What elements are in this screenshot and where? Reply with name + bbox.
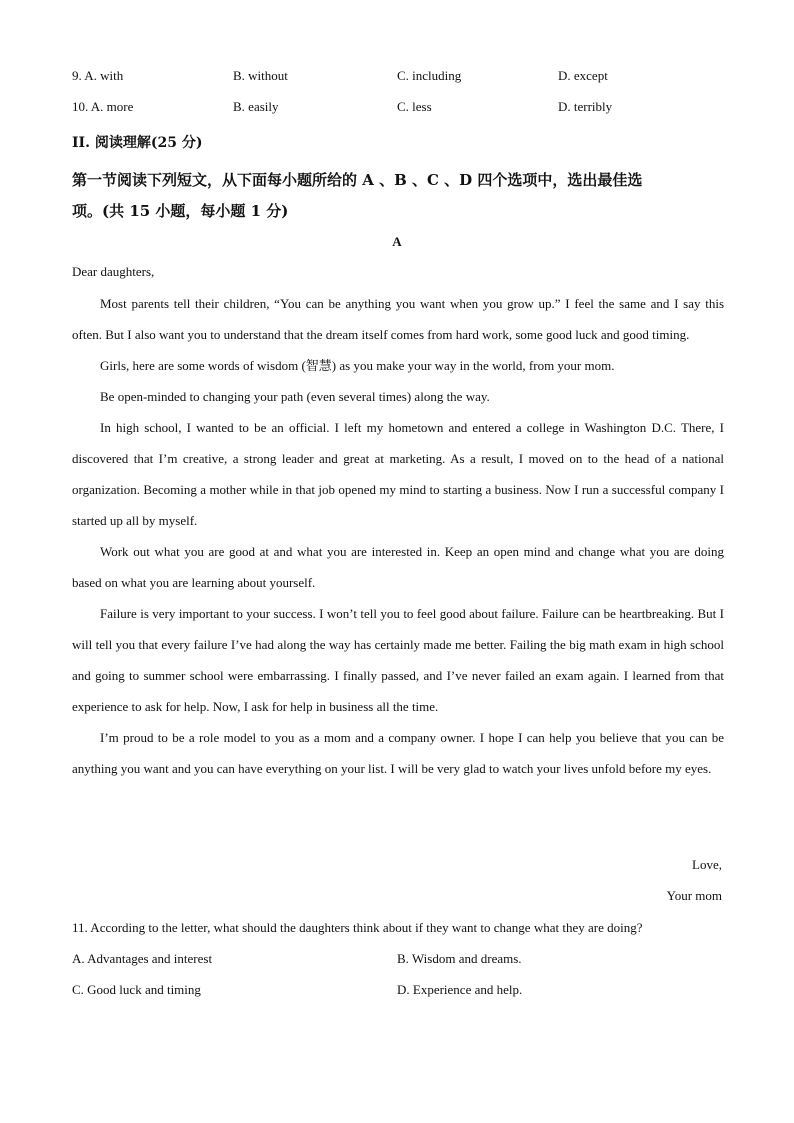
letter-paragraph: Girls, here are some words of wisdom (智慧) as you make your way in the world, from your mom. [100,358,615,373]
letter-salutation: Dear daughters, [72,264,155,279]
letter-body [72,288,724,784]
option-11b: B. Wisdom and dreams. [397,951,522,966]
letter-paragraph: Failure is very important to your success. I won’t tell you to feel good about failure. Failure can be heartbreaking. But I will tell you that every failure I’ve had along the way has certainly made me better. Failing the big math exam in high school and going to summer school were embarrassing. I finally passed, and I’ve never failed an exam again. I learned from that experience to ask for help. Now, I ask for help in business all the time. [72,606,724,714]
letter-paragraph: In high school, I wanted to be an official. I left my hometown and entered a college in Washington D.C. There, I discovered that I’m creative, a strong leader and great at marketing. As a result, I moved on to the head of a national organization. Becoming a mother while in that job opened my mind to starting a business. Now I run a successful company I started up all by myself. [72,420,724,528]
option-11a: A. Advantages and interest [72,951,213,966]
option-10b: B. easily [233,99,279,114]
option-11c: C. Good luck and timing [72,982,201,997]
option-10a: 10. A. more [72,99,134,114]
option-11d: D. Experience and help. [397,982,523,997]
letter-signature: Your mom [666,888,722,903]
option-10c: C. less [397,99,432,114]
section-instruction-line1: 第一节阅读下列短文，从下面每小题所给的 A 、B 、C 、D 四个选项中，选出最佳选 [72,171,643,189]
question-11-stem: 11. According to the letter, what should the daughters think about if they want to change what they are doing? [72,920,643,935]
option-9c: C. including [397,68,462,83]
option-10d: D. terribly [558,99,613,114]
option-9b: B. without [233,68,288,83]
letter-paragraph: Be open-minded to changing your path (even several times) along the way. [100,389,490,404]
letter-paragraph: Work out what you are good at and what you are interested in. Keep an open mind and change what you are doing based on what you are learning about yourself. [72,544,724,590]
letter-closing: Love, [692,857,722,872]
section-heading: II. 阅读理解(25 分) [72,135,203,151]
option-9d: D. except [558,68,608,83]
letter-paragraph: Most parents tell their children, “You can be anything you want when you grow up.” I feel the same and I say this often. But I also want you to understand that the dream itself comes from hard work, some good luck and good timing. [72,296,724,342]
section-instruction-line2: 项。(共 15 小题，每小题 1 分) [72,202,289,220]
letter-paragraph: I’m proud to be a role model to you as a mom and a company owner. I hope I can help you believe that you can be anything you want and you can have everything on your list. I will be very glad to watch your lives unfold before my eyes. [72,730,724,776]
option-9a: 9. A. with [72,68,124,83]
passage-label: A [392,234,402,249]
